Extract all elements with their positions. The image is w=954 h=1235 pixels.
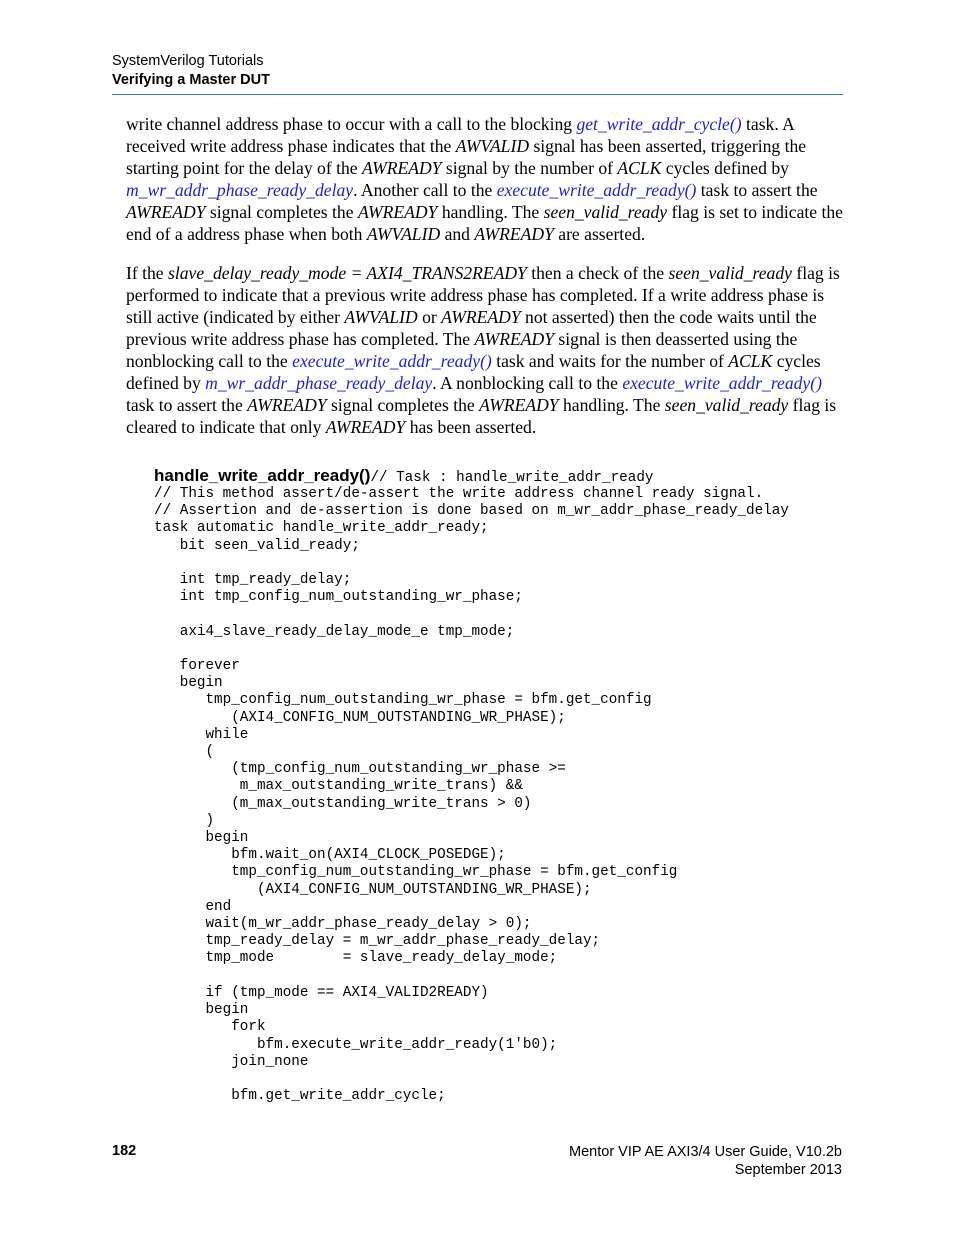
text: task. A received write address phase indicates that the <box>126 114 794 156</box>
text: signal completes the <box>205 202 358 222</box>
footer-date: September 2013 <box>734 1162 842 1178</box>
function-name: handle_write_addr_ready() <box>154 466 371 485</box>
signal-awready: AWREADY <box>441 307 521 327</box>
signal-awready: AWREADY <box>325 417 406 437</box>
text: cycles defined by <box>661 158 789 178</box>
signal-aclk: ACLK <box>728 351 773 371</box>
text: then a check of the <box>526 263 669 283</box>
text: signal is then deasserted using the nonblocking call to the <box>126 329 798 371</box>
link-m-wr-addr-phase-ready-delay[interactable]: m_wr_addr_phase_ready_delay <box>205 373 433 393</box>
header-subsection: Verifying a Master DUT <box>112 72 270 88</box>
running-header <box>112 52 270 90</box>
code-first-comment: // Task : handle_write_addr_ready <box>370 470 654 486</box>
text: signal by the number of <box>441 158 618 178</box>
text: task to assert the <box>126 395 248 415</box>
signal-awready: AWREADY <box>247 395 327 415</box>
text: flag is set to indicate the end of a address phase when both <box>126 202 843 244</box>
code-listing: // This method assert/de-assert the write address channel ready signal. // Assertion and de-assertion is done based on m_wr_addr_phase_ready_delay task automatic handle_write_addr_ready; bit seen_valid_ready; int tmp_ready_delay; int tmp_config_num_outstanding_wr_phase; axi4_slave_ready_delay_mode_e tmp_mode; forever begin tmp_config_num_outstanding_wr_phase = bfm.get_config (AXI4_CONFIG_NUM_OUTSTANDING_WR_PHASE); while ( (tmp_config_num_outstanding_wr_phase >= m_max_outstanding_write_trans) && (m_max_outstanding_write_trans > 0) ) begin bfm.wait_on(AXI4_CLOCK_POSEDGE); tmp_config_num_outstanding_wr_phase = bfm.get_config (AXI4_CONFIG_NUM_OUTSTANDING_WR_PHASE); end wait(m_wr_addr_phase_ready_delay > 0); tmp_ready_delay = m_wr_addr_phase_ready_delay; tmp_mode = slave_ready_delay_mode; if (tmp_mode == AXI4_VALID2READY) begin fork bfm.execute_write_addr_ready(1'b0); join_none bfm.get_write_addr_cycle; <box>154 486 789 1105</box>
signal-awready: AWREADY <box>126 202 206 222</box>
text: task to assert the <box>696 180 818 200</box>
signal-awready: AWREADY <box>362 158 442 178</box>
text: cycles defined by <box>126 351 821 393</box>
text: not asserted) then the code waits until the previous write address phase has completed. The <box>126 307 817 349</box>
flag-seen-valid-ready: seen_valid_ready <box>543 202 668 222</box>
text: handling. The <box>437 202 544 222</box>
text: task and waits for the number of <box>491 351 729 371</box>
text: flag is performed to indicate that a previous write address phase has completed. If a write address phase is still active (indicated by either <box>126 263 840 327</box>
signal-awready: AWREADY <box>357 202 438 222</box>
text: handling. The <box>558 395 665 415</box>
text: signal has been asserted, triggering the starting point for the delay of the <box>126 136 807 178</box>
header-rule <box>112 94 843 95</box>
signal-awready: AWREADY <box>474 329 555 349</box>
text: write channel address phase to occur with a call to the blocking <box>126 114 577 134</box>
header-section: SystemVerilog Tutorials <box>112 53 264 69</box>
text: . A nonblocking call to the <box>432 373 623 393</box>
link-execute-write-addr-ready[interactable]: execute_write_addr_ready() <box>292 351 492 371</box>
paragraph-2 <box>126 262 844 438</box>
signal-awvalid: AWVALID <box>344 307 418 327</box>
flag-seen-valid-ready: seen_valid_ready <box>668 263 792 283</box>
signal-aclk: ACLK <box>617 158 662 178</box>
text: and <box>440 224 475 244</box>
paragraph-1 <box>126 113 844 245</box>
text: has been asserted. <box>405 417 537 437</box>
footer-guide-title: Mentor VIP AE AXI3/4 User Guide, V10.2b <box>569 1144 842 1160</box>
code-heading <box>154 466 653 486</box>
text: . Another call to the <box>353 180 497 200</box>
running-footer <box>569 1143 842 1179</box>
link-execute-write-addr-ready[interactable]: execute_write_addr_ready() <box>496 180 697 200</box>
signal-awvalid: AWVALID <box>455 136 530 156</box>
text: If the <box>126 263 169 283</box>
flag-seen-valid-ready: seen_valid_ready <box>664 395 789 415</box>
page-number: 182 <box>112 1143 137 1159</box>
signal-awready: AWREADY <box>479 395 559 415</box>
link-get-write-addr-cycle[interactable]: get_write_addr_cycle() <box>576 114 742 134</box>
text: signal completes the <box>326 395 480 415</box>
text: are asserted. <box>553 224 646 244</box>
signal-awready: AWREADY <box>474 224 554 244</box>
text: or <box>417 307 442 327</box>
link-m-wr-addr-phase-ready-delay[interactable]: m_wr_addr_phase_ready_delay <box>126 180 354 200</box>
signal-awvalid: AWVALID <box>366 224 441 244</box>
text: flag is cleared to indicate that only <box>126 395 837 437</box>
mode-expression: slave_delay_ready_mode = AXI4_TRANS2READY <box>168 263 527 283</box>
link-execute-write-addr-ready[interactable]: execute_write_addr_ready() <box>622 373 822 393</box>
